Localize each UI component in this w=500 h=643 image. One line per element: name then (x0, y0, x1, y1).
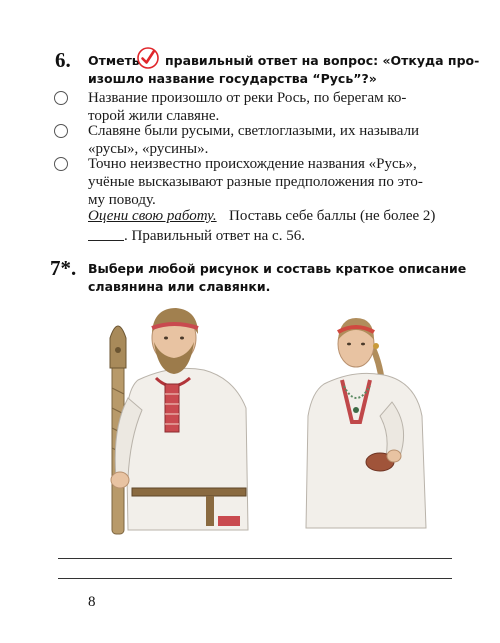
option-1-text-line2: торой жили славяне. (88, 108, 220, 124)
self-check-label: Оцени свою работу. (88, 208, 217, 224)
slavic-man-illustration[interactable] (98, 298, 254, 538)
question-6-prompt-part2: правильный ответ на вопрос: «Откуда про- (165, 53, 480, 68)
option-3-text-line2: учёные высказывают разные предположения по это- (88, 174, 423, 190)
option-1-text-line1: Название произошло от реки Рось, по берегам ко- (88, 90, 407, 106)
option-3-text-line3: му поводу. (88, 192, 156, 208)
option-3-radio[interactable] (54, 157, 68, 171)
slavic-woman-illustration[interactable] (296, 306, 436, 534)
checkmark-in-circle-icon (136, 46, 160, 70)
option-2-text-line2: «русы», «русины». (88, 141, 209, 157)
question-7-prompt-line2: славянина или славянки. (88, 279, 271, 294)
question-7-prompt-line1: Выбери любой рисунок и составь краткое описание (88, 261, 467, 276)
question-7-number: 7*. (50, 256, 77, 280)
page-number: 8 (88, 594, 96, 610)
answer-reference: . Правильный ответ на с. 56. (124, 228, 305, 244)
answer-line-1[interactable] (58, 558, 452, 559)
option-3-text-line1: Точно неизвестно происхождение названия «Русь», (88, 156, 417, 172)
option-1-radio[interactable] (54, 91, 68, 105)
question-6-prompt-part1: Отметь (88, 53, 140, 68)
option-2-radio[interactable] (54, 124, 68, 138)
question-6-number: 6. (55, 48, 71, 72)
option-2-text-line1: Славяне были русыми, светлоглазыми, их называли (88, 123, 420, 139)
self-check-text: Поставь себе баллы (не более 2) (229, 208, 436, 224)
score-blank[interactable] (88, 240, 124, 241)
answer-line-2[interactable] (58, 578, 452, 579)
question-6-prompt-line2: изошло название государства “Русь”?» (88, 71, 377, 86)
